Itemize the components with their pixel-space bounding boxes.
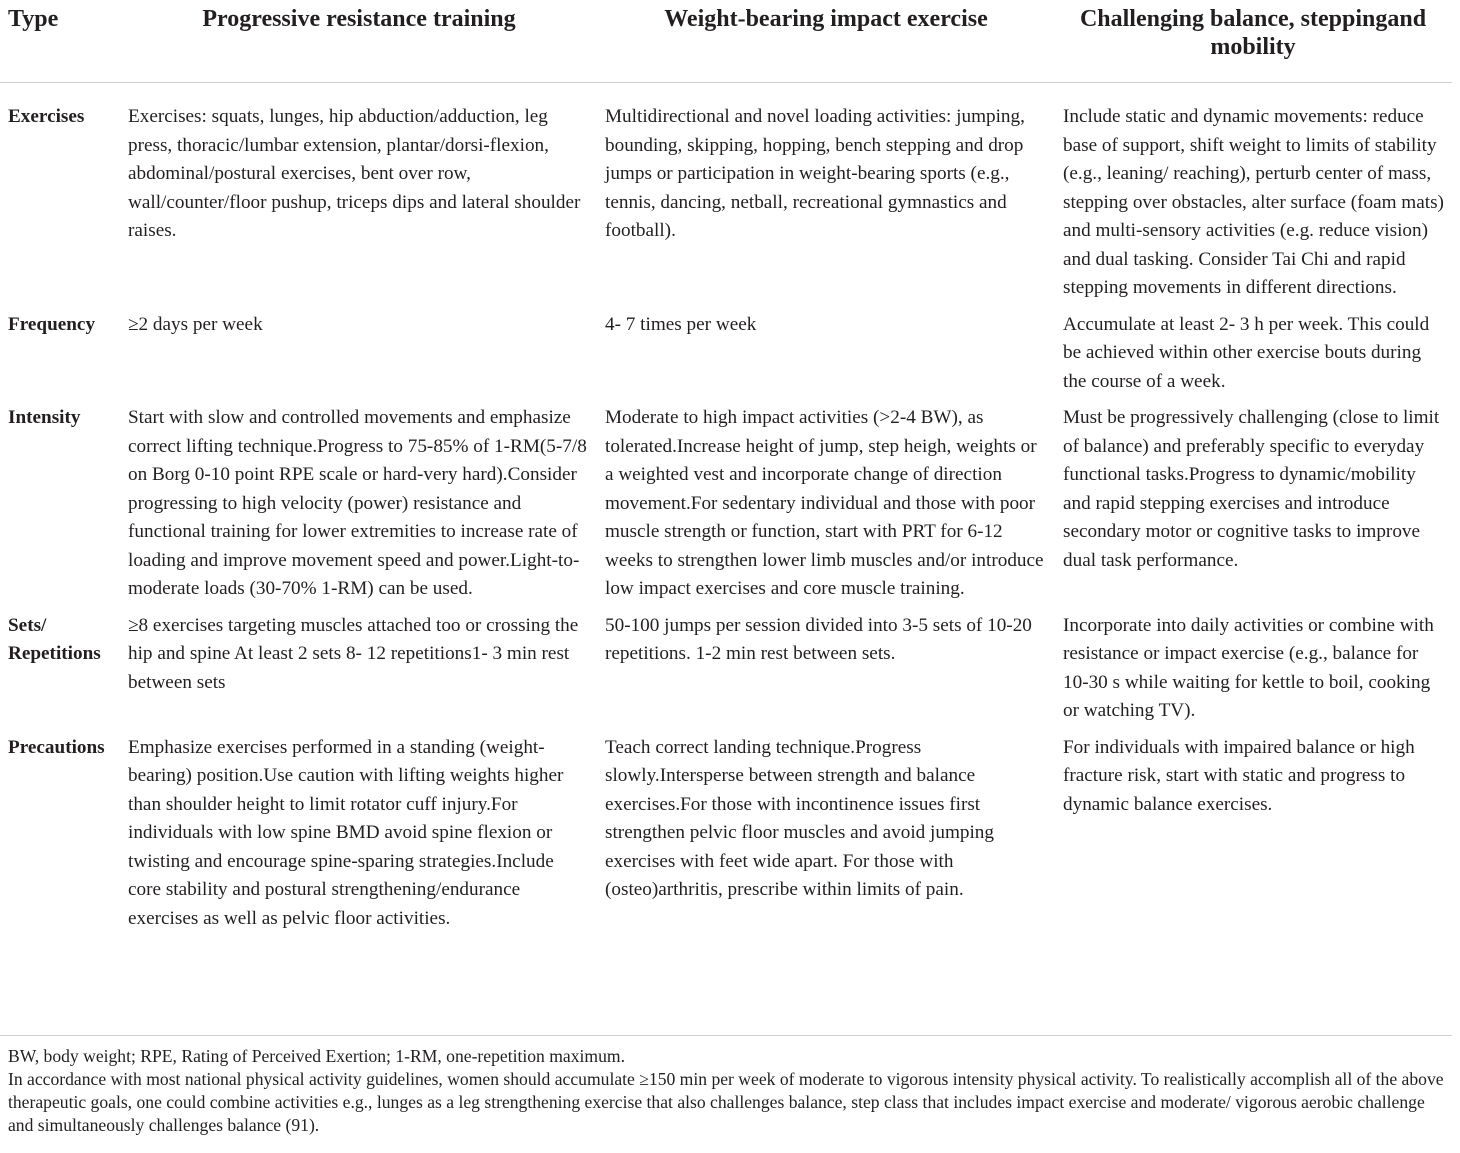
header-weight-bearing-impact-exercise: Weight-bearing impact exercise — [598, 0, 1054, 83]
cell-resistance: ≥2 days per week — [128, 313, 263, 335]
table-row-sets-repetitions — [0, 604, 1452, 726]
cell-impact: Moderate to high impact activities (>2-4 BW), as tolerated.Increase height of jump, step heigh, weights or a weighted vest and incorporate change of direction movement.For sedentary individual and those with poor muscle strength or function, start with PRT for 6-12 weeks to strengthen lower limb muscles and/or introduce low impact exercises and core muscle training. — [605, 407, 1044, 599]
cell-resistance: Emphasize exercises performed in a standing (weight-bearing) position.Use caution with lifting weights higher than shoulder height to limit rotator cuff injury.For individuals with low spine BMD avoid spine flexion or twisting and encourage spine-sparing strategies.Include core stability and postural strengthening/endurance exercises as well as pelvic floor activities. — [128, 736, 564, 929]
cell-impact: 50-100 jumps per session divided into 3-5 sets of 10-20 repetitions. 1-2 min rest between sets. — [605, 614, 1032, 664]
cell-balance: For individuals with impaired balance or high fracture risk, start with static and progress to dynamic balance exercises. — [1063, 736, 1415, 815]
row-label: Precautions — [8, 736, 105, 758]
cell-resistance: Exercises: squats, lunges, hip abduction/adduction, leg press, thoracic/lumbar extension, plantar/dorsi-flexion, abdominal/postural exercises, bent over row, wall/counter/floor pushup, triceps dips and lateral shoulder raises. — [128, 106, 581, 241]
cell-impact: Teach correct landing technique.Progress slowly.Intersperse between strength and balance exercises.For those with incontinence issues first strengthen pelvic floor muscles and avoid jumping exercises with feet wide apart. For those with (osteo)arthritis, prescribe within limits of pain. — [605, 736, 994, 900]
cell-resistance: ≥8 exercises targeting muscles attached too or crossing the hip and spine At least 2 sets 8- 12 repetitions1- 3 min rest between sets — [128, 614, 579, 693]
table-row-intensity — [0, 396, 1452, 604]
row-label: Intensity — [8, 407, 81, 428]
footnote-guidelines: In accordance with most national physical activity guidelines, women should accumulate ≥150 min per week of moderate to vigorous intensity physical activity. To realistically accomplish all of the above therapeutic goals, one could combine activities e.g., lunges as a leg strengthening exercise that also challenges balance, step class that includes impact exercise and moderate/ vigorous aerobic challenge and simultaneously challenges balance (91). — [8, 1069, 1444, 1135]
header-balance-stepping-mobility: Challenging balance, steppingand mobility — [1054, 0, 1452, 83]
cell-impact: 4- 7 times per week — [605, 313, 757, 335]
cell-resistance: Start with slow and controlled movements and emphasize correct lifting technique.Progress to 75-85% of 1-RM(5-7/8 on Borg 0-10 point RPE scale or hard-very hard).Consider progressing to high velocity (power) resistance and functional training for lower extremities to increase rate of loading and improve movement speed and power.Light-to-moderate loads (30-70% 1-RM) can be used. — [128, 407, 587, 599]
footnote-abbreviations: BW, body weight; RPE, Rating of Perceived Exertion; 1-RM, one-repetition maximum. — [8, 1046, 625, 1066]
table-row-frequency — [0, 303, 1452, 397]
header-progressive-resistance-training: Progressive resistance training — [120, 0, 598, 83]
table-row-precautions — [0, 726, 1452, 946]
row-label: Frequency — [8, 313, 96, 335]
header-type: Type — [0, 0, 120, 83]
table-body — [0, 83, 1452, 946]
row-label: Sets/ Repetitions — [8, 614, 101, 664]
header-row — [0, 0, 1452, 83]
cell-balance: Must be progressively challenging (close to limit of balance) and preferably specific to everyday functional tasks.Progress to dynamic/mobility and rapid stepping exercises and introduce secondary motor or cognitive tasks to improve dual task performance. — [1063, 407, 1440, 571]
row-label: Exercises — [8, 106, 85, 127]
table-header — [0, 0, 1452, 83]
table-row-exercises — [0, 83, 1452, 303]
table-footnotes — [0, 1035, 1452, 1137]
cell-impact: Multidirectional and novel loading activities: jumping, bounding, skipping, hopping, bench stepping and drop jumps or participation in weight-bearing sports (e.g., tennis, dancing, netball, recreational gymnastics and football). — [605, 106, 1025, 241]
cell-balance: Incorporate into daily activities or combine with resistance or impact exercise (e.g., balance for 10-30 s while waiting for kettle to boil, cooking or watching TV). — [1063, 614, 1434, 721]
cell-balance: Accumulate at least 2- 3 h per week. This could be achieved within other exercise bouts during the course of a week. — [1063, 313, 1430, 392]
cell-balance: Include static and dynamic movements: reduce base of support, shift weight to limits of stability (e.g., leaning/ reaching), perturb center of mass, stepping over obstacles, alter surface (foam mats) and multi-sensory activities (e.g. reduce vision) and dual tasking. Consider Tai Chi and rapid stepping movements in different directions. — [1063, 106, 1444, 298]
